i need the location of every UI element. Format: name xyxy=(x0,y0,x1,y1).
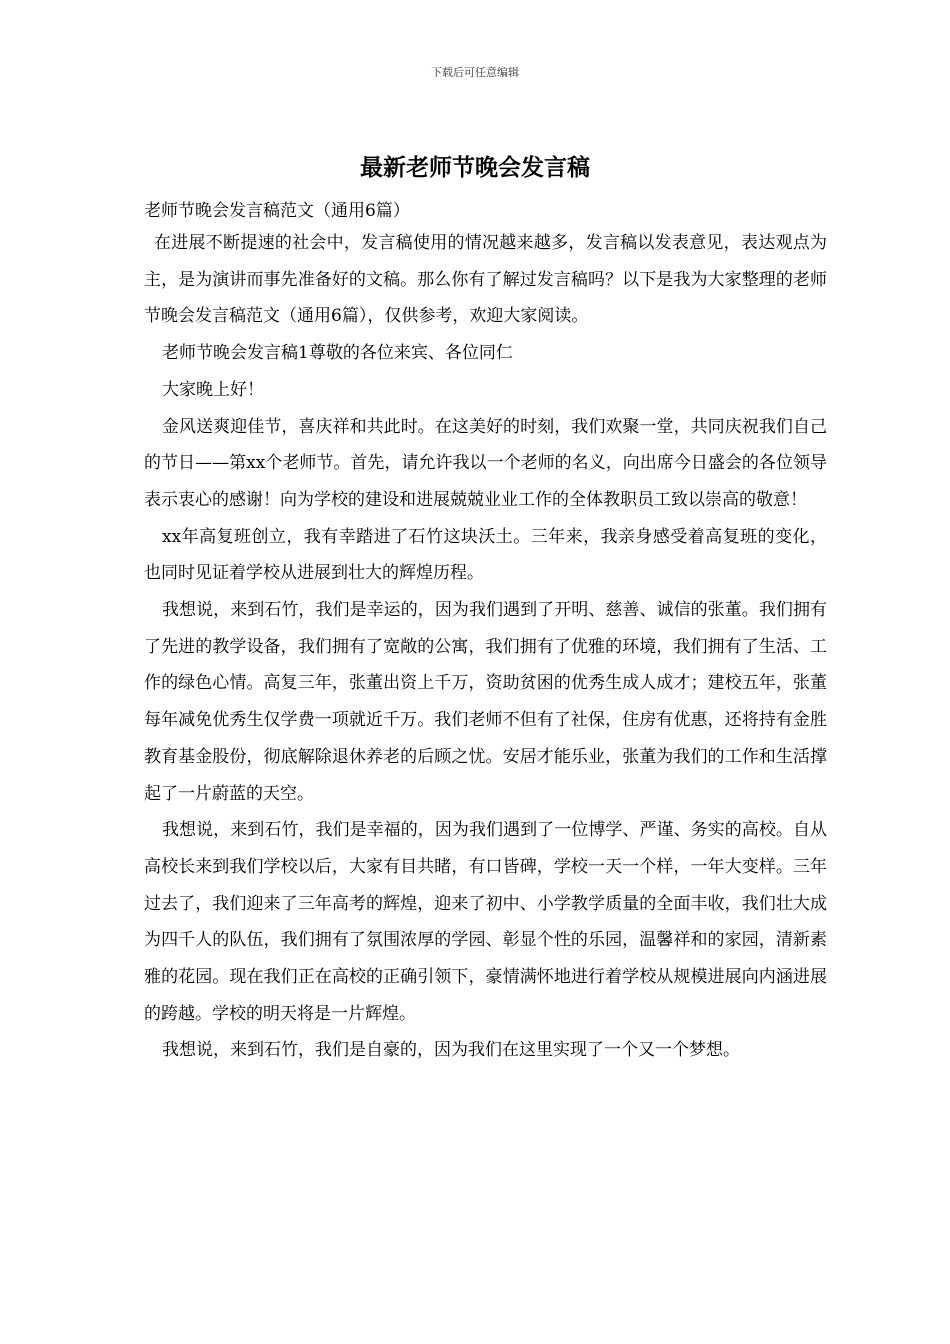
document-subtitle: 老师节晚会发言稿范文（通用6篇） xyxy=(144,201,410,221)
paragraph-greeting: 大家晚上好！ xyxy=(162,379,264,400)
paragraph: 金风送爽迎佳节，喜庆祥和共此时。在这美好的时刻，我们欢聚一堂，共同庆祝我们自己的节日——第xx个老师节。首先，请允许我以一个老师的名义，向出席今日盛会的各位领导表示衷心的感谢！向为学校的建设和进展兢兢业业工作的全体教职员工致以崇高的敬意！ xyxy=(144,416,827,510)
paragraph: 我想说，来到石竹，我们是幸福的，因为我们遇到了一位博学、严谨、务实的高校。自从高校长来到我们学校以后，大家有目共睹，有口皆碑，学校一天一个样，一年大变样。三年过去了，我们迎来了三年高考的辉煌，迎来了初中、小学教学质量的全面丰收，我们壮大成为四千人的队伍，我们拥有了氛围浓厚的学园、彰显个性的乐园，温馨祥和的家园，清新素雅的花园。现在我们正在高校的正确引领下，豪情满怀地进行着学校从规模进展向内涵进展的跨越。学校的明天将是一片辉煌。 xyxy=(144,820,827,1024)
paragraph-intro: 在进展不断提速的社会中，发言稿使用的情况越来越多，发言稿以发表意见，表达观点为主，是为演讲而事先准备好的文稿。那么你有了解过发言稿吗？以下是我为大家整理的老师节晚会发言稿范文（通用6篇），仅供参考，欢迎大家阅读。 xyxy=(144,233,827,327)
paragraph: 我想说，来到石竹，我们是幸运的，因为我们遇到了开明、慈善、诚信的张董。我们拥有了先进的教学设备，我们拥有了宽敞的公寓，我们拥有了优雅的环境，我们拥有了生活、工作的绿色心情。高复三年，张董出资上千万，资助贫困的优秀生成人成才；建校五年，张董每年减免优秀生仅学费一项就近千万。我们老师不但有了社保，住房有优惠，还将持有金胜教育基金股份，彻底解除退休养老的后顾之忧。安居才能乐业，张董为我们的工作和生活撑起了一片蔚蓝的天空。 xyxy=(144,600,827,804)
paragraph-speech-heading: 老师节晚会发言稿1尊敬的各位来宾、各位同仁 xyxy=(162,343,513,364)
paragraph: 我想说，来到石竹，我们是自豪的，因为我们在这里实现了一个又一个梦想。 xyxy=(162,1040,740,1061)
document-body xyxy=(144,197,827,1069)
document-title: 最新老师节晚会发言稿 xyxy=(360,154,590,181)
paragraph: xx年高复班创立，我有幸踏进了石竹这块沃土。三年来，我亲身感受着高复班的变化，也同时见证着学校从进展到壮大的辉煌历程。 xyxy=(144,526,827,584)
header-note: 下载后可任意编辑 xyxy=(431,66,519,79)
